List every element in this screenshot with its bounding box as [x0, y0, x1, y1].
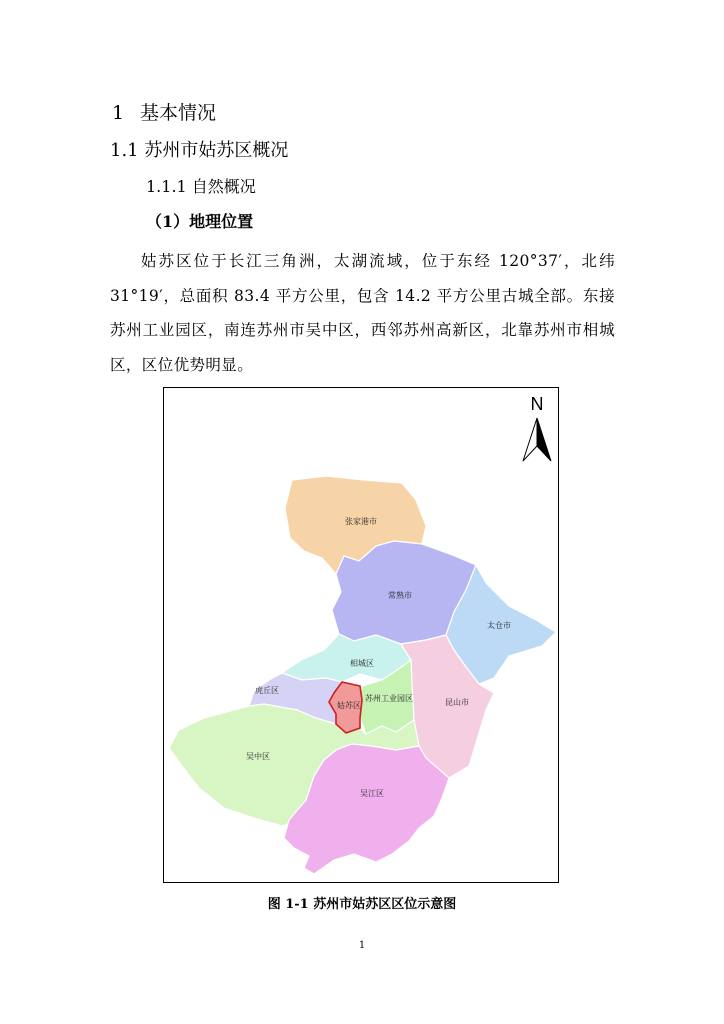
- heading-2: 1.1 苏州市姑苏区概况: [110, 140, 289, 161]
- north-label: N: [530, 394, 544, 414]
- north-arrow-icon: [523, 418, 537, 461]
- label-changshu: 常熟市: [388, 591, 412, 600]
- heading-1-number: 1: [112, 102, 125, 124]
- page-number: 1: [358, 940, 366, 951]
- north-arrow-icon-dark: [537, 418, 551, 461]
- label-industrial-park: 苏州工业园区: [365, 694, 413, 703]
- heading-1-title: 基本情况: [140, 102, 217, 124]
- label-gusu: 姑苏区: [337, 701, 361, 710]
- label-taicang: 太仓市: [487, 621, 511, 630]
- label-xiangcheng: 相城区: [350, 659, 374, 668]
- heading-3: 1.1.1 自然概况: [146, 177, 256, 196]
- body-paragraph: 姑苏区位于长江三角洲，太湖流域，位于东经 120°37′，北纬 31°19′，总面积 83.4 平方公里，包含 14.2 平方公里古城全部。东接苏州工业园区，南连苏州市吴中区，西邻苏州高新区，北靠苏州市相城区，区位优势明显。: [110, 252, 615, 374]
- label-huqiu: 虎丘区: [255, 686, 279, 695]
- label-kunshan: 昆山市: [445, 698, 469, 707]
- heading-4: （1）地理位置: [146, 212, 254, 231]
- heading-1: [112, 98, 216, 125]
- label-wujiang: 吴江区: [360, 789, 384, 798]
- location-map: [164, 388, 560, 884]
- location-map-figure: [163, 387, 559, 883]
- label-zhangjiagang: 张家港市: [345, 517, 377, 526]
- figure-caption: 图 1-1 苏州市姑苏区区位示意图: [267, 897, 457, 912]
- label-wuzhong: 吴中区: [246, 752, 270, 761]
